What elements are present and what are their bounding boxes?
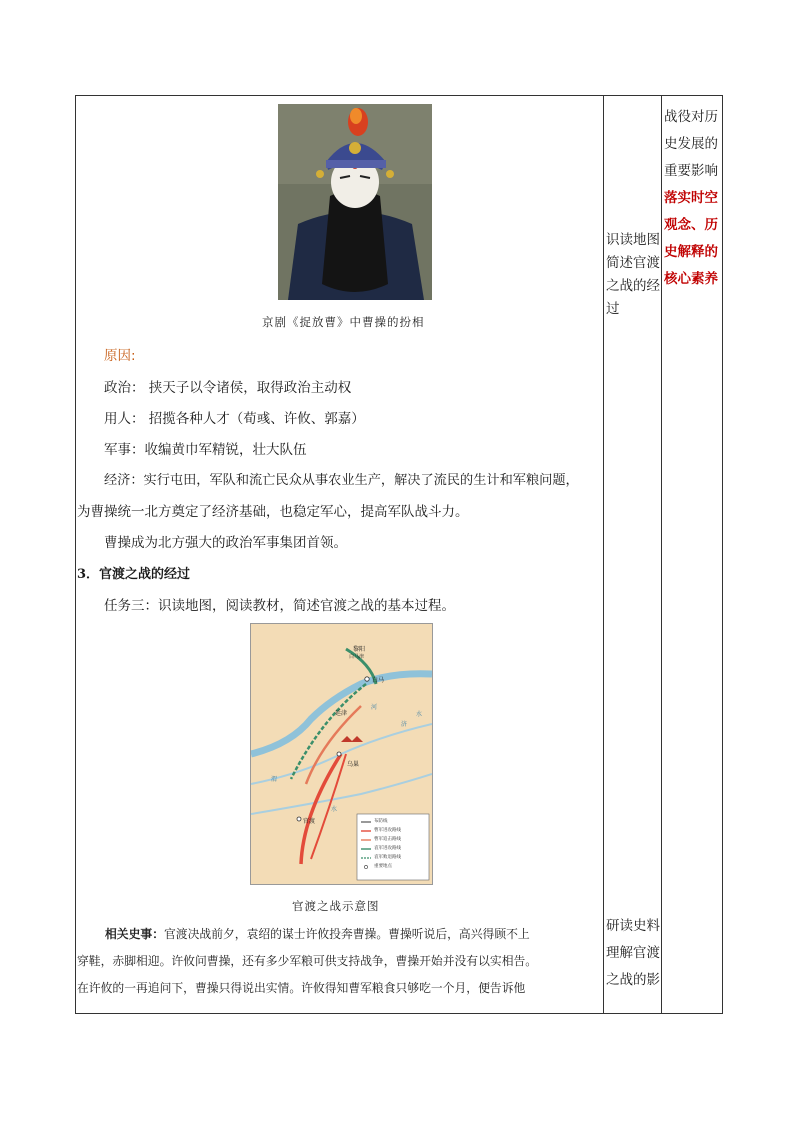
guandu-battle-map xyxy=(250,623,433,885)
task-three: 任务三：识读地图，阅读教材，简述官渡之战的基本过程。 xyxy=(104,598,455,614)
reasons-heading: 原因: xyxy=(104,348,136,364)
map-label-wuchao: 乌巢 xyxy=(347,761,360,768)
activity-block-2 xyxy=(606,913,660,994)
story-line-2: 穿鞋，赤脚相迎。许攸问曹操，还有多少军粮可供支持战争，曹操开始并没有以实相告。 xyxy=(77,954,538,968)
legend-item: 曹军进攻路线 xyxy=(374,828,401,833)
activity-line: 简述官渡 xyxy=(606,255,660,271)
cao-cao-opera-photo xyxy=(278,104,432,300)
activity-line: 之战的经 xyxy=(606,278,660,294)
story-text: 官渡决战前夕，袁绍的谋士许攸投奔曹操。曹操听说后，高兴得顾不上 xyxy=(164,927,530,941)
activity-line: 研读史料 xyxy=(606,918,660,934)
map-label-river-ji: 济 xyxy=(401,721,408,728)
activity-line: 过 xyxy=(606,301,620,317)
legend-item: 重要地点 xyxy=(374,864,392,869)
reason-economy-line1: 经济：实行屯田，军队和流亡民众从事农业生产，解决了流民的生计和军粮问题， xyxy=(104,473,579,488)
map-label-river-shui-2: 水 xyxy=(331,806,338,813)
objective-red-line: 史解释的 xyxy=(664,244,718,260)
reason-conclusion: 曹操成为北方强大的政治军事集团首领。 xyxy=(104,535,347,551)
map-label-baima: 白马 xyxy=(372,677,385,684)
reason-military: 军事：收编黄巾军精锐，壮大队伍 xyxy=(104,442,307,458)
objective-red-line: 落实时空 xyxy=(664,190,718,206)
legend-item: 布防线 xyxy=(374,819,388,824)
map-label-liyang: 黎阳 xyxy=(353,646,366,653)
column-divider-1 xyxy=(603,95,604,1014)
map-label-river-he: 河 xyxy=(371,704,378,711)
map-caption: 官渡之战示意图 xyxy=(292,899,380,913)
map-label-baimajin: 白马津 xyxy=(349,654,365,660)
activity-line: 识读地图 xyxy=(606,232,660,248)
map-label-river-shui: 水 xyxy=(416,711,423,718)
activity-line: 理解官渡 xyxy=(606,945,660,961)
activity-line: 之战的影 xyxy=(606,972,660,988)
story-label: 相关史事： xyxy=(105,927,164,941)
reason-economy-line2: 为曹操统一北方奠定了经济基础，也稳定军心，提高军队战斗力。 xyxy=(77,504,469,520)
section-3-title: 3．官渡之战的经过 xyxy=(77,567,191,582)
map-label-guandu: 官渡 xyxy=(303,818,316,825)
reason-people: 用人： 招揽各种人才（荀彧、许攸、郭嘉） xyxy=(104,411,365,427)
objective-line: 战役对历 xyxy=(664,109,718,125)
photo-caption: 京剧《捉放曹》中曹操的扮相 xyxy=(262,315,425,329)
activity-block-1 xyxy=(606,229,660,321)
story-line-3: 在许攸的一再追问下，曹操只得说出实情。许攸得知曹军粮食只够吃一个月，便告诉他 xyxy=(77,981,526,995)
column-divider-2 xyxy=(661,95,662,1014)
map-label-river-wei: 渭 xyxy=(271,776,278,783)
story-line-1 xyxy=(77,921,603,948)
legend-item: 曹军追击路线 xyxy=(374,837,401,842)
objective-red-line: 核心素养 xyxy=(664,271,718,287)
legend-item: 袁军败退路线 xyxy=(374,855,401,860)
related-history-text xyxy=(77,921,603,1002)
objective-red-line: 观念、历 xyxy=(664,217,718,233)
objective-column xyxy=(664,104,722,293)
reason-politics: 政治： 挟天子以令诸侯，取得政治主动权 xyxy=(104,380,352,396)
legend-item: 袁军进攻路线 xyxy=(374,846,401,851)
objective-line: 重要影响 xyxy=(664,163,718,179)
objective-line: 史发展的 xyxy=(664,136,718,152)
map-label-yanjin: 延津 xyxy=(335,710,348,717)
